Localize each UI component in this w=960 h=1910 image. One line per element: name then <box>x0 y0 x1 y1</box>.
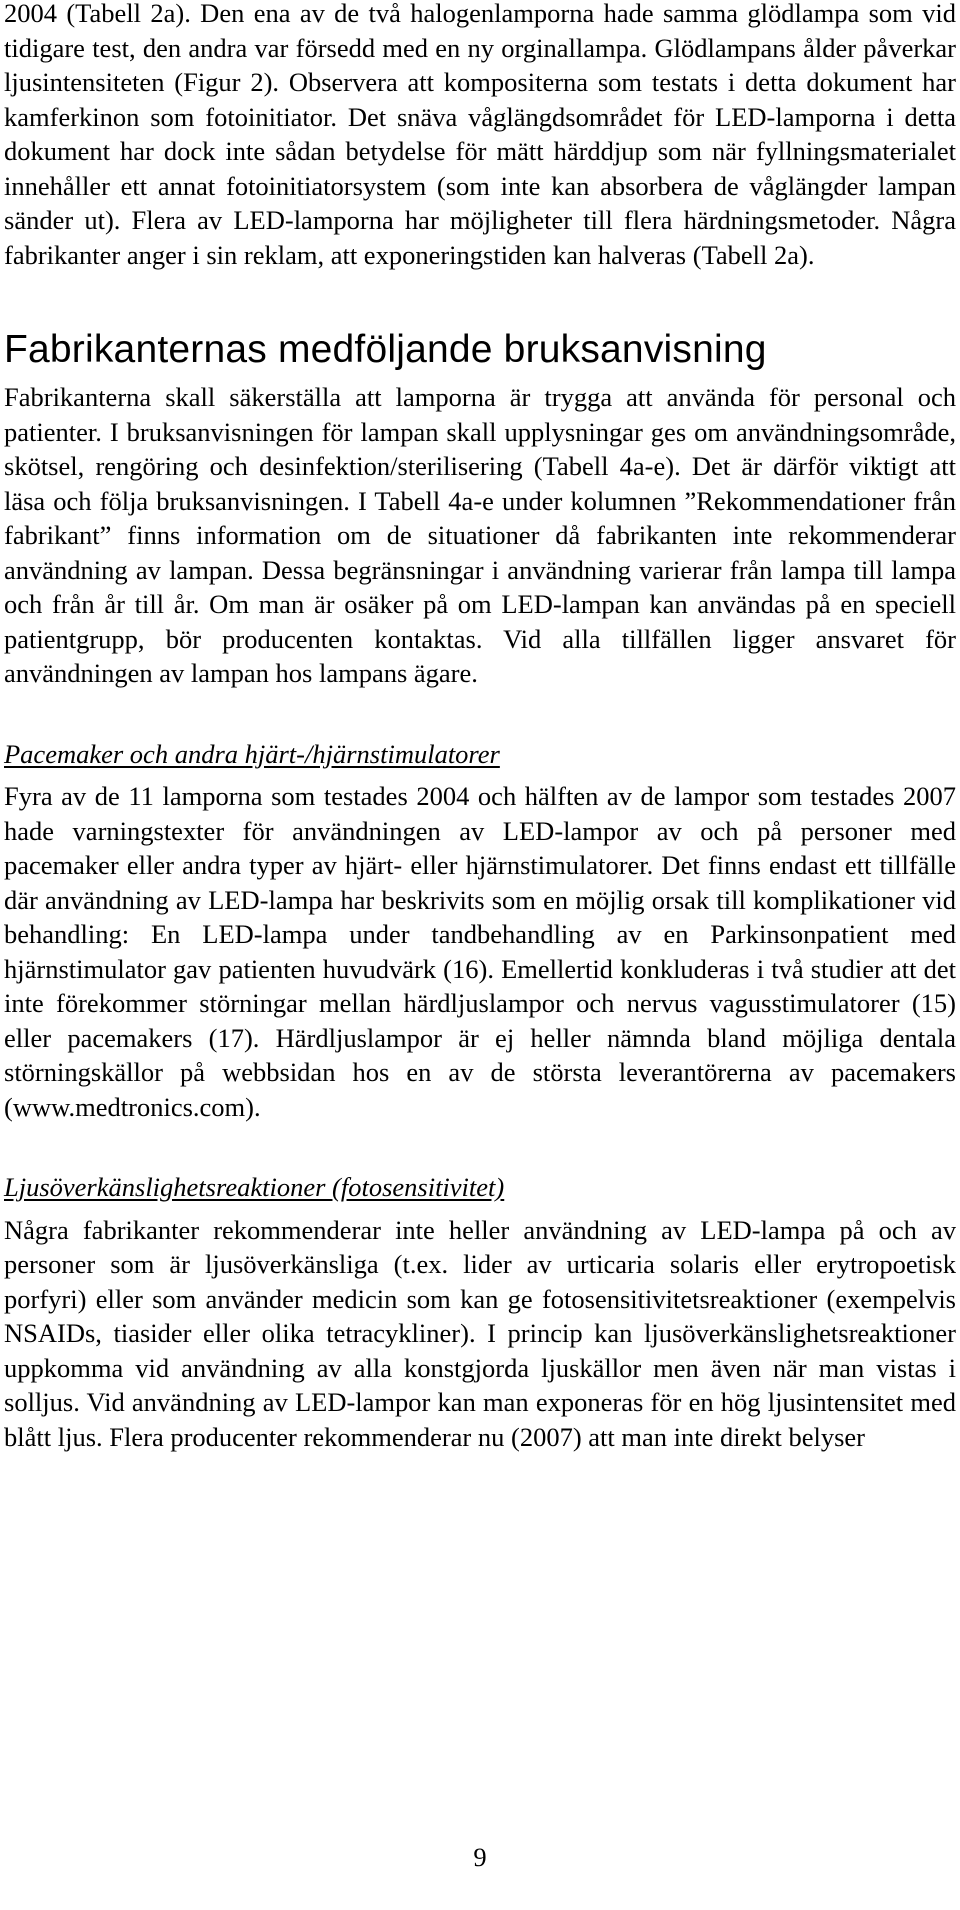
subsection-paragraph-photosensitivity: Några fabrikanter rekommenderar inte heller användning av LED-lampa på och av personer som är ljusöverkänsliga (t.ex. lider av urticaria solaris eller erytropoetisk porfyri) eller som använder medicin som kan ge fotosensitivitetsreaktioner (exempelvis NSAIDs, tiasider eller olika tetracykliner). I princip kan ljusöverkänslighetsreaktioner uppkomma vid användning av alla konstgjorda ljuskällor men även när man vistas i solljus. Vid användning av LED-lampor kan man exponeras för en hög ljusintensitet med blått ljus. Flera producenter rekommenderar nu (2007) att man inte direkt belyser <box>4 1214 956 1452</box>
subsection-paragraph-pacemaker: Fyra av de 11 lamporna som testades 2004 och hälften av de lampor som testades 2007 hade varningstexter för användningen av LED-lampor av och på personer med pacemaker eller andra typer av hjärt- eller hjärnstimulatorer. Det finns endast ett tillfälle där användning av LED-lampa har beskrivits som en möjlig orsak till komplikationer vid behandling: En LED-lampa under tandbehandling av en Parkinsonpatient med hjärnstimulator gav patienten huvudvärk (16). Emellertid konkluderas i två studier att det inte förekommer störningar mellan härdljuslampor och nervus vagusstimulatorer (15) eller pacemakers (17). Härdljuslampor är ej heller nämnda bland möjliga dentala störningskällor på webbsidan hos en av de största leverantörerna av pacemakers (www.medtronics.com). <box>4 781 956 1122</box>
page-content <box>4 0 956 1454</box>
subsection-heading-pacemaker: Pacemaker och andra hjärt-/hjärnstimulatorer <box>4 738 500 769</box>
intro-paragraph: 2004 (Tabell 2a). Den ena av de två halogenlamporna hade samma glödlampa som vid tidigare test, den andra var försedd med en ny orginallampa. Glödlampans ålder påverkar ljusintensiteten (Figur 2). Observera att kompositerna som testats i detta dokument har kamferkinon som fotoinitiator. Det snäva våglängdsområdet för LED-lamporna i detta dokument har dock inte sådan betydelse för mätt härddjup som när fyllningsmaterialet innehåller ett annat fotoinitiatorsystem (som inte kan absorbera de våglängder lampan sänder ut). Flera av LED-lamporna har möjligheter till flera härdningsmetoder. Några fabrikanter anger i sin reklam, att exponeringstiden kan halveras (Tabell 2a). <box>4 0 956 270</box>
subsection-heading-photosensitivity: Ljusöverkänslighetsreaktioner (fotosensitivitet) <box>4 1172 505 1202</box>
section-paragraph: Fabrikanterna skall säkerställa att lamporna är trygga att använda för personal och patienter. I bruksanvisningen för lampan skall upplysningar ges om användningsområde, skötsel, rengöring och desinfektion/sterilisering (Tabell 4a-e). Det är därför viktigt att läsa och följa bruksanvisningen. I Tabell 4a-e under kolumnen ”Rekommendationer från fabrikant” finns information om de situationer då fabrikanten inte rekommenderar användning av lampan. Dessa begränsningar i användning varierar från lampa till lampa och från år till år. Om man är osäker på om LED-lampan kan användas på en speciell patientgrupp, bör producenten kontaktas. Vid alla tillfällen ligger ansvaret för användningen av lampan hos lampans ägare. <box>4 382 956 688</box>
page-number: 9 <box>473 1842 487 1872</box>
section-heading: Fabrikanternas medföljande bruksanvisning <box>4 328 767 371</box>
